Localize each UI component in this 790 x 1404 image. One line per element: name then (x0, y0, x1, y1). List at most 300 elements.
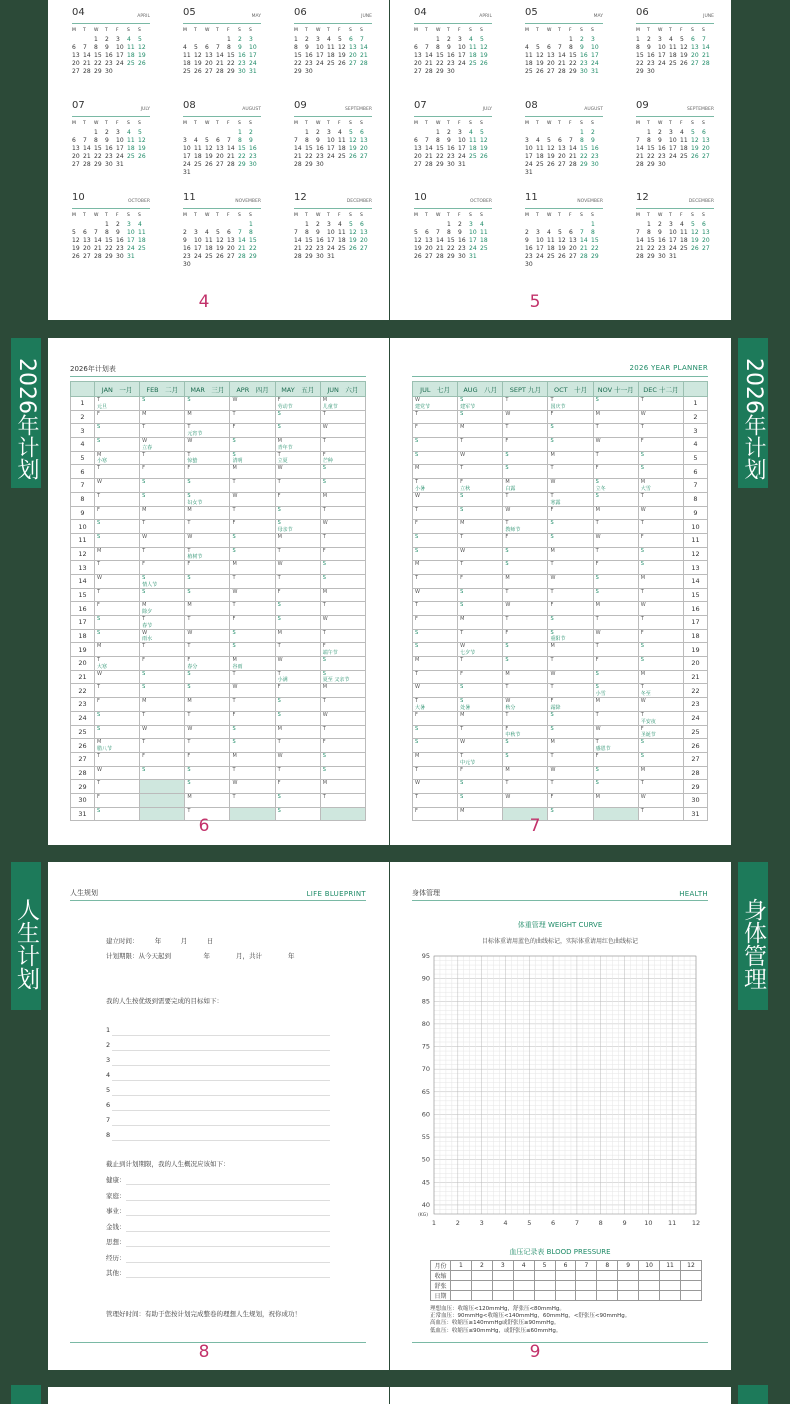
calendar-day[interactable]: 16 (447, 52, 455, 59)
status-line[interactable] (126, 1215, 330, 1216)
planner-cell[interactable]: T (503, 424, 548, 438)
planner-cell[interactable]: T (638, 780, 683, 794)
planner-cell[interactable] (320, 807, 365, 821)
calendar-day[interactable]: 7 (425, 44, 429, 51)
calendar-day[interactable]: 20 (414, 153, 422, 160)
planner-cell[interactable]: F (185, 752, 230, 766)
planner-cell[interactable]: F (638, 533, 683, 547)
calendar-day[interactable]: 9 (658, 137, 662, 144)
calendar-day[interactable]: 18 (680, 237, 688, 244)
calendar-day[interactable]: 4 (183, 44, 187, 51)
planner-cell[interactable]: S (593, 780, 638, 794)
planner-cell[interactable]: T (185, 616, 230, 630)
planner-cell[interactable]: S 小雪 (593, 684, 638, 698)
calendar-day[interactable]: 27 (72, 161, 80, 168)
planner-cell[interactable]: T 中元节 (458, 752, 503, 766)
planner-cell[interactable]: T (320, 629, 365, 643)
calendar-day[interactable]: 21 (360, 52, 368, 59)
planner-cell[interactable]: F (548, 410, 593, 424)
calendar-day[interactable] (216, 221, 227, 229)
calendar-day[interactable]: 9 (305, 44, 309, 51)
planner-cell[interactable]: S (548, 807, 593, 821)
calendar-day[interactable]: 11 (194, 145, 202, 152)
calendar-day[interactable]: 31 (327, 253, 335, 260)
calendar-day[interactable] (525, 221, 536, 229)
planner-cell[interactable]: S (140, 766, 185, 780)
bp-cell[interactable] (513, 1271, 534, 1281)
bp-cell[interactable] (555, 1281, 576, 1291)
calendar-day[interactable]: 16 (105, 52, 113, 59)
planner-cell[interactable]: S (320, 657, 365, 671)
planner-cell[interactable]: T (413, 670, 458, 684)
calendar-day[interactable]: 30 (116, 253, 124, 260)
planner-cell[interactable]: M (140, 410, 185, 424)
calendar-day[interactable]: 27 (569, 253, 577, 260)
calendar-day[interactable]: 10 (658, 44, 666, 51)
calendar-day[interactable]: 10 (591, 44, 599, 51)
calendar-day[interactable]: 26 (338, 60, 346, 67)
calendar-day[interactable]: 9 (183, 237, 187, 244)
calendar-day[interactable]: 6 (425, 229, 429, 236)
calendar-day[interactable]: 12 (536, 52, 544, 59)
calendar-day[interactable]: 17 (116, 52, 124, 59)
planner-cell[interactable]: S (185, 574, 230, 588)
calendar-day[interactable]: 3 (127, 221, 131, 228)
date-line[interactable]: 建立时间： 年 月 日 (106, 937, 214, 945)
calendar-day[interactable] (536, 221, 547, 229)
planner-cell[interactable]: S (185, 588, 230, 602)
calendar-day[interactable]: 16 (316, 145, 324, 152)
planner-cell[interactable]: T (320, 698, 365, 712)
planner-cell[interactable]: T (140, 739, 185, 753)
calendar-day[interactable]: 4 (205, 229, 209, 236)
goal-line[interactable] (112, 1125, 330, 1126)
calendar-day[interactable]: 7 (702, 36, 706, 43)
calendar-day[interactable]: 20 (205, 60, 213, 67)
planner-cell[interactable]: S (503, 465, 548, 479)
planner-cell[interactable]: S (275, 424, 320, 438)
planner-cell[interactable]: M (320, 588, 365, 602)
calendar-day[interactable]: 5 (138, 129, 142, 136)
planner-cell[interactable]: W 立春 (140, 438, 185, 452)
calendar-day[interactable]: 12 (205, 145, 213, 152)
planner-cell[interactable]: T 国庆节 (548, 397, 593, 411)
planner-cell[interactable]: S (548, 725, 593, 739)
calendar-day[interactable]: 9 (525, 237, 529, 244)
calendar-day[interactable]: 10 (116, 137, 124, 144)
calendar-day[interactable]: 1 (647, 129, 651, 136)
calendar-day[interactable]: 3 (669, 221, 673, 228)
planner-cell[interactable]: S (275, 602, 320, 616)
planner-cell[interactable]: S 建军节 (458, 397, 503, 411)
planner-cell[interactable]: S (458, 780, 503, 794)
calendar-day[interactable]: 3 (525, 137, 529, 144)
calendar-day[interactable] (72, 36, 83, 44)
calendar-day[interactable]: 24 (116, 60, 124, 67)
planner-cell[interactable]: T (95, 465, 140, 479)
calendar-day[interactable] (194, 221, 205, 229)
calendar-day[interactable] (83, 221, 94, 229)
calendar-day[interactable]: 13 (547, 52, 555, 59)
planner-cell[interactable]: T (140, 711, 185, 725)
calendar-day[interactable]: 28 (227, 161, 235, 168)
planner-cell[interactable]: T 春节 (140, 616, 185, 630)
planner-cell[interactable]: T (230, 410, 275, 424)
planner-cell[interactable]: M (185, 698, 230, 712)
calendar-day[interactable]: 6 (691, 36, 695, 43)
planner-cell[interactable]: T (230, 793, 275, 807)
calendar-day[interactable]: 7 (294, 229, 298, 236)
calendar-day[interactable]: 10 (669, 137, 677, 144)
planner-cell[interactable]: T 惊蛰 (185, 451, 230, 465)
calendar-day[interactable]: 4 (525, 44, 529, 51)
planner-cell[interactable]: M (458, 616, 503, 630)
planner-cell[interactable]: W (275, 465, 320, 479)
planner-cell[interactable]: T (320, 602, 365, 616)
planner-cell[interactable]: F (230, 424, 275, 438)
calendar-day[interactable]: 28 (216, 68, 224, 75)
calendar-day[interactable]: 14 (636, 237, 644, 244)
calendar-day[interactable]: 17 (525, 153, 533, 160)
calendar-day[interactable]: 28 (580, 253, 588, 260)
calendar-day[interactable]: 25 (327, 60, 335, 67)
calendar-day[interactable]: 13 (205, 52, 213, 59)
calendar-day[interactable]: 10 (249, 44, 257, 51)
calendar-day[interactable]: 12 (349, 137, 357, 144)
calendar-day[interactable]: 27 (425, 253, 433, 260)
planner-cell[interactable] (140, 780, 185, 794)
calendar-day[interactable]: 26 (194, 68, 202, 75)
calendar-day[interactable]: 9 (116, 229, 120, 236)
planner-cell[interactable]: T (95, 492, 140, 506)
planner-cell[interactable]: W (593, 629, 638, 643)
calendar-day[interactable]: 18 (480, 237, 488, 244)
calendar-day[interactable]: 3 (669, 129, 673, 136)
calendar-day[interactable] (414, 221, 425, 229)
planner-cell[interactable]: S (548, 533, 593, 547)
calendar-day[interactable]: 16 (658, 145, 666, 152)
calendar-day[interactable]: 27 (558, 161, 566, 168)
calendar-day[interactable]: 10 (327, 137, 335, 144)
calendar-day[interactable]: 16 (447, 145, 455, 152)
calendar-day[interactable] (205, 36, 216, 44)
calendar-day[interactable]: 19 (558, 245, 566, 252)
planner-cell[interactable]: M (503, 670, 548, 684)
calendar-day[interactable] (83, 36, 94, 44)
planner-cell[interactable]: T (275, 574, 320, 588)
planner-cell[interactable]: T (458, 629, 503, 643)
planner-cell[interactable]: T (548, 561, 593, 575)
calendar-day[interactable]: 1 (591, 221, 595, 228)
planner-cell[interactable]: T (185, 739, 230, 753)
planner-cell[interactable]: M (320, 492, 365, 506)
calendar-day[interactable] (425, 129, 436, 137)
calendar-day[interactable]: 31 (183, 169, 191, 176)
calendar-day[interactable]: 30 (658, 161, 666, 168)
calendar-day[interactable] (558, 221, 569, 229)
planner-cell[interactable]: S 重阳节 (548, 629, 593, 643)
calendar-day[interactable]: 8 (94, 44, 98, 51)
calendar-day[interactable] (216, 129, 227, 137)
planner-cell[interactable]: F (413, 711, 458, 725)
bp-cell[interactable] (639, 1281, 660, 1291)
calendar-day[interactable]: 9 (316, 137, 320, 144)
calendar-day[interactable]: 2 (105, 129, 109, 136)
planner-cell[interactable]: S (140, 670, 185, 684)
bp-cell[interactable] (680, 1271, 701, 1281)
calendar-day[interactable]: 23 (591, 153, 599, 160)
calendar-day[interactable]: 8 (238, 137, 242, 144)
calendar-day[interactable]: 28 (636, 161, 644, 168)
calendar-day[interactable]: 5 (691, 129, 695, 136)
calendar-day[interactable]: 23 (580, 60, 588, 67)
calendar-day[interactable]: 28 (702, 60, 710, 67)
bp-cell[interactable]: 10 (639, 1261, 660, 1271)
planner-cell[interactable]: S (593, 574, 638, 588)
planner-cell[interactable]: F (140, 465, 185, 479)
calendar-day[interactable]: 29 (580, 161, 588, 168)
calendar-day[interactable]: 9 (458, 229, 462, 236)
calendar-day[interactable]: 16 (305, 52, 313, 59)
calendar-day[interactable]: 4 (547, 229, 551, 236)
calendar-day[interactable] (216, 36, 227, 44)
planner-cell[interactable]: S (140, 684, 185, 698)
calendar-day[interactable]: 13 (702, 229, 710, 236)
calendar-day[interactable]: 10 (194, 237, 202, 244)
calendar-day[interactable]: 20 (702, 237, 710, 244)
calendar-day[interactable]: 11 (127, 44, 135, 51)
calendar-day[interactable]: 19 (138, 52, 146, 59)
planner-cell[interactable]: T (458, 533, 503, 547)
planner-cell[interactable]: W (548, 766, 593, 780)
calendar-day[interactable]: 15 (294, 52, 302, 59)
calendar-day[interactable]: 9 (105, 44, 109, 51)
planner-cell[interactable]: S (275, 698, 320, 712)
calendar-day[interactable]: 15 (580, 145, 588, 152)
calendar-day[interactable] (569, 221, 580, 229)
calendar-day[interactable]: 7 (216, 44, 220, 51)
calendar-day[interactable] (569, 129, 580, 137)
bp-cell[interactable] (597, 1291, 618, 1301)
calendar-day[interactable]: 29 (294, 68, 302, 75)
planner-cell[interactable]: T (320, 506, 365, 520)
planner-cell[interactable]: S (95, 533, 140, 547)
planner-cell[interactable]: W (95, 479, 140, 493)
calendar-day[interactable]: 26 (414, 253, 422, 260)
calendar-day[interactable]: 26 (138, 60, 146, 67)
bp-cell[interactable] (597, 1281, 618, 1291)
planner-cell[interactable]: S 母亲节 (275, 520, 320, 534)
planner-cell[interactable]: T (320, 793, 365, 807)
calendar-day[interactable]: 6 (360, 221, 364, 228)
calendar-day[interactable]: 1 (227, 36, 231, 43)
planner-cell[interactable]: T (230, 506, 275, 520)
planner-cell[interactable]: F (593, 752, 638, 766)
calendar-day[interactable]: 21 (702, 52, 710, 59)
calendar-day[interactable] (580, 221, 591, 229)
calendar-day[interactable]: 13 (414, 52, 422, 59)
planner-cell[interactable]: S (548, 424, 593, 438)
goal-line[interactable] (112, 1035, 330, 1036)
calendar-day[interactable]: 22 (94, 60, 102, 67)
planner-cell[interactable]: T (230, 670, 275, 684)
calendar-day[interactable]: 10 (116, 44, 124, 51)
calendar-day[interactable] (414, 36, 425, 44)
planner-cell[interactable]: S (413, 629, 458, 643)
calendar-day[interactable]: 27 (414, 68, 422, 75)
calendar-day[interactable]: 7 (238, 229, 242, 236)
calendar-day[interactable]: 19 (349, 237, 357, 244)
calendar-day[interactable] (205, 221, 216, 229)
planner-cell[interactable]: T (275, 479, 320, 493)
calendar-day[interactable]: 29 (591, 253, 599, 260)
planner-cell[interactable]: F (140, 561, 185, 575)
planner-cell[interactable]: W 建党节 (413, 397, 458, 411)
calendar-day[interactable]: 31 (669, 253, 677, 260)
calendar-day[interactable]: 28 (425, 161, 433, 168)
calendar-day[interactable]: 15 (447, 237, 455, 244)
planner-cell[interactable]: T (458, 657, 503, 671)
calendar-day[interactable]: 1 (305, 221, 309, 228)
planner-cell[interactable]: T (413, 793, 458, 807)
planner-cell[interactable]: M 腊八节 (95, 739, 140, 753)
calendar-day[interactable]: 6 (702, 221, 706, 228)
planner-cell[interactable]: M (275, 725, 320, 739)
calendar-day[interactable]: 23 (249, 153, 257, 160)
calendar-day[interactable] (547, 129, 558, 137)
planner-cell[interactable]: T (503, 684, 548, 698)
calendar-day[interactable]: 21 (83, 153, 91, 160)
status-line[interactable] (126, 1184, 330, 1185)
calendar-day[interactable]: 5 (480, 129, 484, 136)
planner-cell[interactable]: F (230, 616, 275, 630)
calendar-day[interactable]: 10 (327, 229, 335, 236)
planner-cell[interactable]: W (503, 602, 548, 616)
calendar-day[interactable]: 6 (702, 129, 706, 136)
calendar-day[interactable]: 21 (294, 153, 302, 160)
calendar-day[interactable]: 4 (194, 137, 198, 144)
calendar-day[interactable]: 18 (338, 237, 346, 244)
planner-cell[interactable]: M (413, 465, 458, 479)
planner-cell[interactable]: M (275, 629, 320, 643)
planner-cell[interactable]: F (503, 438, 548, 452)
calendar-day[interactable]: 19 (338, 52, 346, 59)
planner-cell[interactable]: F (140, 657, 185, 671)
planner-cell[interactable]: W (503, 506, 548, 520)
calendar-day[interactable]: 12 (414, 237, 422, 244)
calendar-day[interactable]: 12 (480, 44, 488, 51)
planner-cell[interactable]: T (593, 424, 638, 438)
planner-cell[interactable]: W (230, 780, 275, 794)
bp-cell[interactable] (555, 1271, 576, 1281)
planner-cell[interactable] (230, 807, 275, 821)
bp-cell[interactable] (576, 1291, 597, 1301)
planner-cell[interactable]: M (230, 752, 275, 766)
calendar-day[interactable]: 14 (83, 145, 91, 152)
planner-cell[interactable]: T (140, 643, 185, 657)
calendar-day[interactable] (294, 129, 305, 137)
planner-cell[interactable]: T (458, 725, 503, 739)
calendar-day[interactable]: 28 (83, 161, 91, 168)
calendar-day[interactable]: 24 (327, 153, 335, 160)
planner-cell[interactable]: S (503, 643, 548, 657)
planner-cell[interactable]: W (95, 670, 140, 684)
planner-cell[interactable]: S (503, 739, 548, 753)
planner-cell[interactable]: T (593, 451, 638, 465)
calendar-day[interactable]: 26 (547, 161, 555, 168)
planner-cell[interactable]: T (230, 698, 275, 712)
calendar-day[interactable]: 30 (316, 253, 324, 260)
calendar-day[interactable]: 19 (480, 145, 488, 152)
calendar-day[interactable]: 27 (227, 253, 235, 260)
calendar-day[interactable]: 20 (360, 145, 368, 152)
planner-cell[interactable]: T (638, 397, 683, 411)
planner-cell[interactable]: F (638, 438, 683, 452)
calendar-day[interactable]: 13 (414, 145, 422, 152)
calendar-day[interactable]: 22 (636, 60, 644, 67)
calendar-day[interactable]: 3 (658, 36, 662, 43)
calendar-day[interactable]: 22 (94, 153, 102, 160)
calendar-day[interactable]: 6 (227, 229, 231, 236)
calendar-day[interactable]: 6 (216, 137, 220, 144)
calendar-day[interactable]: 19 (536, 60, 544, 67)
planner-cell[interactable]: W (638, 602, 683, 616)
calendar-day[interactable] (536, 129, 547, 137)
planner-cell[interactable]: M (275, 533, 320, 547)
calendar-day[interactable]: 5 (414, 229, 418, 236)
calendar-day[interactable]: 14 (294, 145, 302, 152)
calendar-day[interactable]: 5 (72, 229, 76, 236)
calendar-day[interactable]: 24 (469, 245, 477, 252)
planner-cell[interactable]: W (638, 698, 683, 712)
bp-cell[interactable] (660, 1281, 681, 1291)
tab-next-left[interactable] (11, 1385, 41, 1404)
calendar-day[interactable]: 16 (316, 237, 324, 244)
calendar-day[interactable]: 19 (691, 237, 699, 244)
planner-cell[interactable]: M (638, 574, 683, 588)
calendar-day[interactable]: 8 (569, 44, 573, 51)
calendar-day[interactable]: 11 (469, 44, 477, 51)
calendar-day[interactable] (558, 36, 569, 44)
calendar-day[interactable]: 21 (425, 153, 433, 160)
calendar-day[interactable]: 15 (305, 237, 313, 244)
calendar-day[interactable]: 28 (238, 253, 246, 260)
calendar-day[interactable]: 7 (436, 229, 440, 236)
calendar-day[interactable]: 6 (569, 229, 573, 236)
planner-cell[interactable]: F (593, 657, 638, 671)
calendar-day[interactable]: 11 (536, 145, 544, 152)
planner-cell[interactable]: T (320, 410, 365, 424)
calendar-day[interactable]: 20 (360, 237, 368, 244)
calendar-day[interactable]: 6 (414, 137, 418, 144)
calendar-day[interactable]: 16 (105, 145, 113, 152)
calendar-day[interactable]: 10 (458, 137, 466, 144)
planner-cell[interactable]: S (320, 752, 365, 766)
calendar-day[interactable]: 20 (83, 245, 91, 252)
calendar-day[interactable]: 14 (702, 44, 710, 51)
calendar-day[interactable]: 3 (327, 129, 331, 136)
planner-cell[interactable]: S (458, 684, 503, 698)
calendar-day[interactable]: 21 (294, 245, 302, 252)
calendar-day[interactable]: 21 (580, 245, 588, 252)
calendar-day[interactable]: 19 (349, 145, 357, 152)
planner-cell[interactable]: F (95, 793, 140, 807)
calendar-day[interactable] (183, 36, 194, 44)
calendar-day[interactable] (194, 36, 205, 44)
planner-cell[interactable]: T (230, 766, 275, 780)
planner-cell[interactable]: M (230, 465, 275, 479)
calendar-day[interactable]: 8 (591, 229, 595, 236)
